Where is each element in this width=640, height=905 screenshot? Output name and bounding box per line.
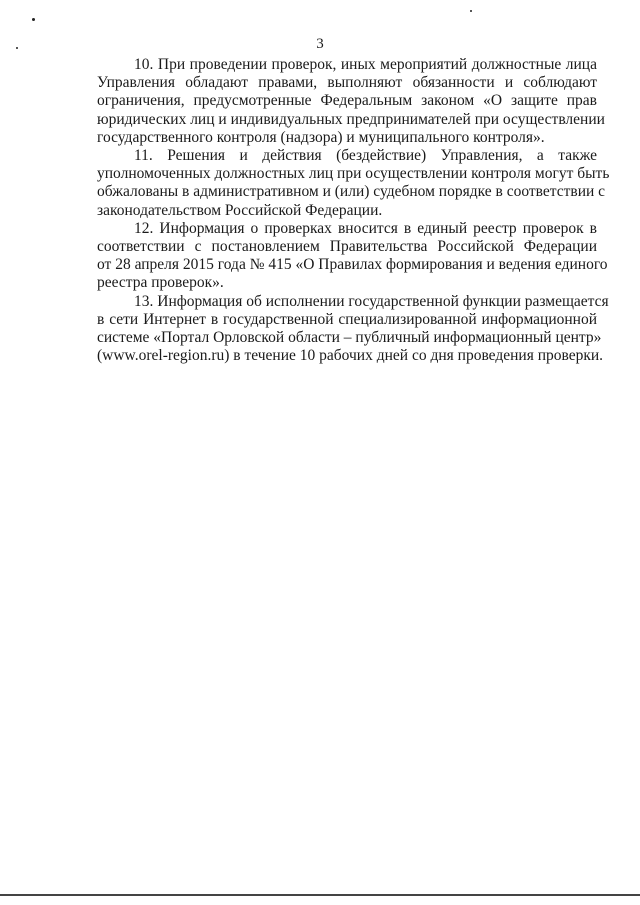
text-line: уполномоченных должностных лиц при осуществлении контроля могут быть	[97, 165, 610, 183]
text-line: обжалованы в административном и (или) судебном порядке в соответствии с	[97, 183, 606, 201]
text-line: в сети Интернет в государственной специализированной информационной	[97, 310, 597, 328]
text-line: государственного контроля (надзора) и муниципального контроля».	[97, 128, 545, 146]
text-line: системе «Портал Орловской области – публичный информационный центр»	[97, 329, 602, 347]
text-line: юридических лиц и индивидуальных предпринимателей при осуществлении	[97, 110, 605, 128]
text-line: 13. Информация об исполнении государственной функции размещается	[134, 292, 609, 310]
paragraph-10	[97, 56, 605, 147]
text-line: Управления обладают правами, выполняют обязанности и соблюдают	[97, 74, 597, 92]
paragraph-11	[97, 147, 610, 220]
scan-bottom-edge	[0, 894, 640, 896]
scan-speck	[470, 10, 472, 12]
text-line: 10. При проведении проверок, иных мероприятий должностные лица	[134, 56, 597, 73]
paragraph-12	[97, 219, 608, 293]
text-line: соответствии с постановлением Правительства Российской Федерации	[97, 238, 597, 256]
text-line: от 28 апреля 2015 года № 415 «О Правилах формирования и ведения единого	[97, 256, 608, 274]
document-body	[97, 56, 610, 365]
text-line: законодательством Российской Федерации.	[97, 201, 383, 219]
text-line: реестра проверок».	[97, 274, 224, 292]
text-line: 12. Информация о проверках вносится в единый реестр проверок в	[134, 219, 597, 237]
scan-speck	[32, 18, 35, 21]
text-line: 11. Решения и действия (бездействие) Управления, а также	[134, 147, 597, 165]
text-line: ограничения, предусмотренные Федеральным законом «О защите прав	[97, 92, 597, 110]
paragraph-13	[97, 292, 609, 366]
page-number: 3	[316, 36, 324, 52]
text-line: (www.orel-region.ru) в течение 10 рабочих дней со дня проведения проверки.	[97, 347, 604, 365]
